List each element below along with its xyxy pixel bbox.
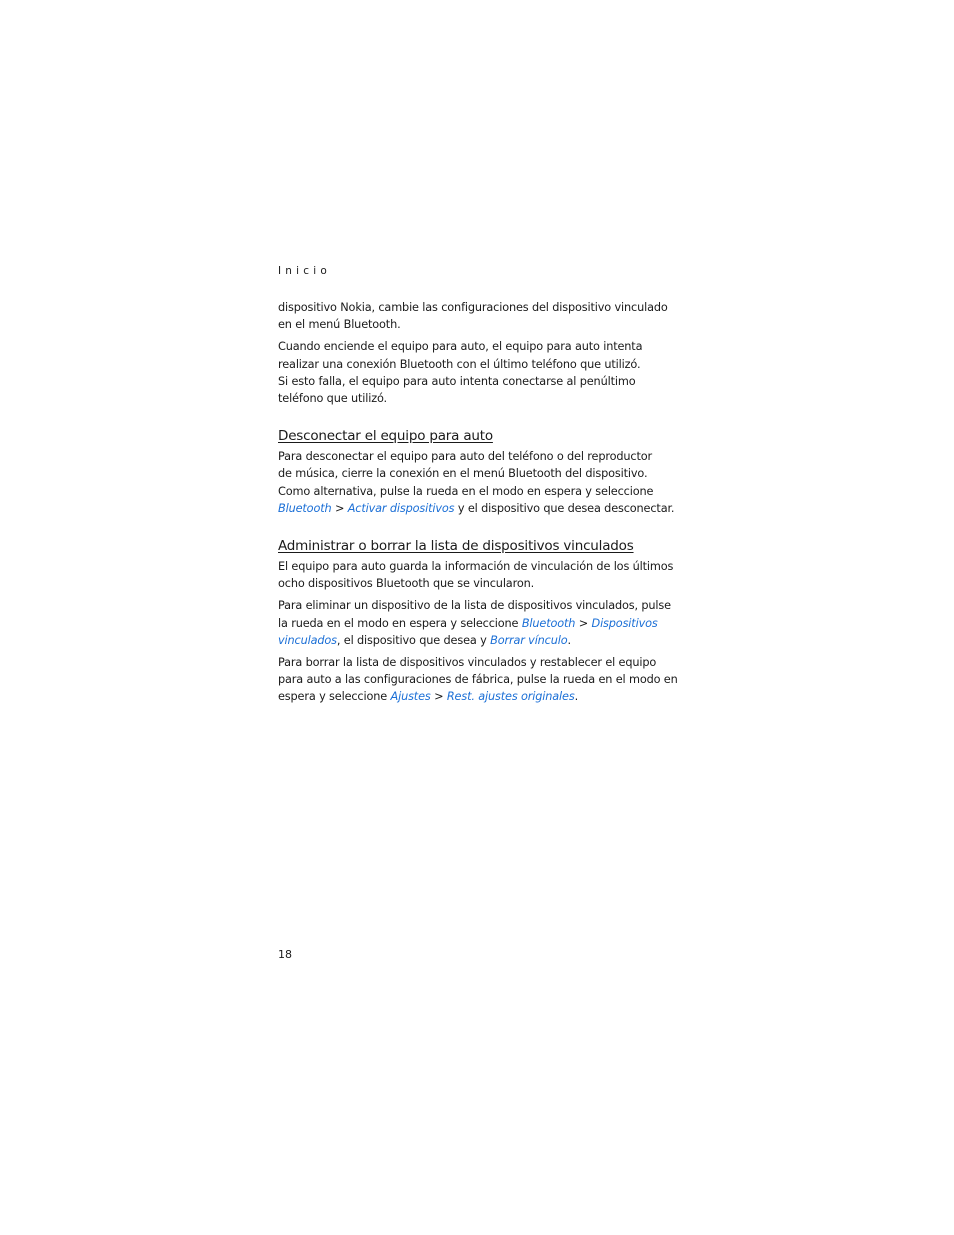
text-line: El equipo para auto guarda la información de vinculación de los últimos bbox=[278, 560, 674, 574]
menu-separator: > bbox=[331, 501, 348, 515]
text-line: Para desconectar el equipo para auto del teléfono o del reproductor bbox=[278, 450, 652, 464]
menu-link-bluetooth[interactable]: Bluetooth bbox=[521, 616, 576, 630]
text-fragment: y el dispositivo que desea desconectar. bbox=[454, 501, 675, 515]
text-line: ocho dispositivos Bluetooth que se vincularon. bbox=[278, 577, 535, 591]
intro-paragraph-2 bbox=[278, 338, 678, 407]
text-fragment: la rueda en el modo en espera y seleccione bbox=[278, 616, 522, 630]
disconnect-paragraph bbox=[278, 448, 678, 517]
text-line: Cuando enciende el equipo para auto, el equipo para auto intenta bbox=[278, 340, 643, 354]
menu-link-rest-ajustes-originales[interactable]: Rest. ajustes originales bbox=[446, 690, 575, 704]
menu-link-borrar-vinculo[interactable]: Borrar vínculo bbox=[490, 633, 568, 647]
menu-link-bluetooth[interactable]: Bluetooth bbox=[278, 501, 332, 515]
section-heading-disconnect: Desconectar el equipo para auto bbox=[278, 428, 493, 445]
text-fragment: . bbox=[567, 633, 571, 647]
running-head: Inicio bbox=[278, 265, 331, 277]
text-line bbox=[278, 688, 678, 705]
menu-separator: > bbox=[430, 690, 447, 704]
menu-link-dispositivos[interactable]: Dispositivos bbox=[591, 616, 658, 630]
text-line: Como alternativa, pulse la rueda en el modo en espera y seleccione bbox=[278, 484, 654, 498]
text-line bbox=[278, 632, 678, 649]
text-fragment: . bbox=[574, 690, 579, 704]
text-line bbox=[278, 500, 678, 517]
manage-paragraph-2 bbox=[278, 597, 678, 649]
text-line: Si esto falla, el equipo para auto intenta conectarse al penúltimo bbox=[278, 374, 636, 388]
intro-paragraph-1 bbox=[278, 299, 678, 333]
text-line bbox=[278, 615, 678, 632]
text-fragment: espera y seleccione bbox=[278, 690, 391, 704]
text-fragment: , el dispositivo que desea y bbox=[336, 633, 491, 647]
text-line: de música, cierre la conexión en el menú Bluetooth del dispositivo. bbox=[278, 467, 648, 481]
text-line: dispositivo Nokia, cambie las configuraciones del dispositivo vinculado bbox=[278, 301, 668, 314]
text-line: teléfono que utilizó. bbox=[278, 392, 387, 406]
text-line: en el menú Bluetooth. bbox=[278, 318, 401, 332]
text-line: Para eliminar un dispositivo de la lista de dispositivos vinculados, pulse bbox=[278, 599, 671, 613]
text-line: Para borrar la lista de dispositivos vinculados y restablecer el equipo bbox=[278, 656, 657, 670]
menu-link-ajustes[interactable]: Ajustes bbox=[390, 690, 431, 704]
page-number: 18 bbox=[278, 948, 292, 961]
text-line: para auto a las configuraciones de fábrica, pulse la rueda en el modo en bbox=[278, 673, 678, 687]
menu-link-activar-dispositivos[interactable]: Activar dispositivos bbox=[347, 501, 455, 515]
text-line: realizar una conexión Bluetooth con el último teléfono que utilizó. bbox=[278, 357, 641, 371]
menu-separator: > bbox=[575, 616, 592, 630]
page-content bbox=[278, 299, 678, 711]
manage-paragraph-1 bbox=[278, 558, 678, 592]
menu-link-vinculados[interactable]: vinculados bbox=[278, 633, 337, 647]
section-heading-manage-list: Administrar o borrar la lista de dispositivos vinculados bbox=[278, 538, 634, 555]
manage-paragraph-3 bbox=[278, 654, 678, 706]
